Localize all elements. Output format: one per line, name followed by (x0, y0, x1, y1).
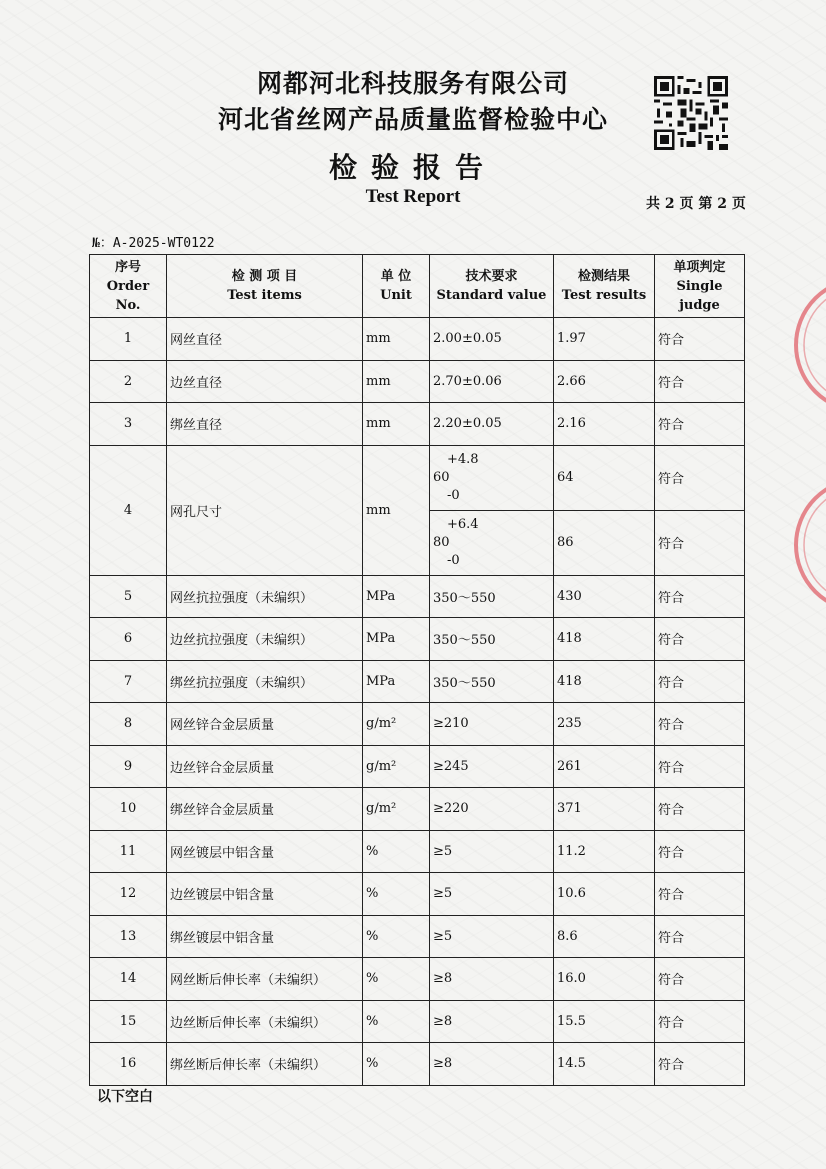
item-cell: 网丝镀层中铝含量 (167, 830, 363, 873)
item-cell: 网丝断后伸长率（未编织） (167, 958, 363, 1001)
header-unit-en: Unit (380, 288, 412, 303)
test-results-table (89, 254, 745, 1086)
item-cell: 绑丝直径 (167, 403, 363, 446)
judge-cell: 符合 (655, 788, 745, 831)
header-judge-en: Single judge (676, 278, 723, 313)
inspection-center-name: 河北省丝网产品质量监督检验中心 (217, 105, 608, 134)
item-cell: 边丝锌合金层质量 (167, 745, 363, 788)
nominal-value: 60 (433, 469, 450, 485)
report-title-en: Test Report (365, 186, 461, 207)
standard-cell: ≥8 (430, 1043, 554, 1086)
unit-cell: % (363, 1000, 430, 1043)
result-cell: 8.6 (554, 915, 655, 958)
header-standard (430, 255, 554, 318)
unit-cell: % (363, 830, 430, 873)
standard-cell: ≥5 (430, 830, 554, 873)
standard-cell: ≥5 (430, 873, 554, 916)
result-cell: 418 (554, 618, 655, 661)
table-row (90, 915, 745, 958)
order-cell: 15 (90, 1000, 167, 1043)
unit-cell: % (363, 915, 430, 958)
judge-cell: 符合 (655, 703, 745, 746)
standard-cell: 2.20±0.05 (430, 403, 554, 446)
standard-cell: 2.00±0.05 (430, 318, 554, 361)
page-indicator: 共 2 页 第 2 页 (646, 196, 746, 212)
table-row (90, 660, 745, 703)
upper-tolerance: +6.4 (447, 516, 479, 532)
header-standard-cn: 技术要求 (465, 269, 518, 284)
unit-cell: g/m² (363, 745, 430, 788)
table-row (90, 1043, 745, 1086)
header-judge (655, 255, 745, 318)
judge-cell: 符合 (655, 873, 745, 916)
report-number: №：A-2025-WT0122 (92, 236, 215, 251)
table-row (90, 1000, 745, 1043)
standard-cell: 350～550 (430, 575, 554, 618)
order-cell: 4 (90, 445, 167, 575)
item-cell: 网孔尺寸 (167, 445, 363, 575)
standard-cell: ≥210 (430, 703, 554, 746)
table-row (90, 618, 745, 661)
blank-below-note: 以下空白 (97, 1089, 153, 1105)
standard-cell: ≥8 (430, 958, 554, 1001)
table-row (90, 403, 745, 446)
table-row (90, 360, 745, 403)
unit-cell: mm (363, 445, 430, 575)
result-cell: 371 (554, 788, 655, 831)
nominal-value: 80 (433, 534, 450, 550)
judge-cell: 符合 (655, 915, 745, 958)
table-row (90, 830, 745, 873)
result-cell: 86 (554, 510, 655, 575)
header-result (554, 255, 655, 318)
result-cell: 2.16 (554, 403, 655, 446)
result-cell: 235 (554, 703, 655, 746)
item-cell: 网丝抗拉强度（未编织） (167, 575, 363, 618)
header-item-en: Test items (227, 288, 302, 303)
result-cell: 15.5 (554, 1000, 655, 1043)
header-judge-cn: 单项判定 (673, 259, 726, 275)
judge-cell: 符合 (655, 958, 745, 1001)
unit-cell: mm (363, 360, 430, 403)
header-item (167, 255, 363, 318)
table-row (90, 873, 745, 916)
judge-cell: 符合 (655, 575, 745, 618)
order-cell: 11 (90, 830, 167, 873)
order-cell: 5 (90, 575, 167, 618)
item-cell: 绑丝镀层中铝含量 (167, 915, 363, 958)
unit-cell: g/m² (363, 703, 430, 746)
standard-cell: 350～550 (430, 618, 554, 661)
unit-cell: MPa (363, 575, 430, 618)
order-cell: 7 (90, 660, 167, 703)
result-cell: 430 (554, 575, 655, 618)
judge-cell: 符合 (655, 1043, 745, 1086)
table-header-row (90, 255, 745, 318)
unit-cell: % (363, 1043, 430, 1086)
unit-cell: mm (363, 318, 430, 361)
header-result-cn: 检测结果 (577, 269, 630, 284)
order-cell: 12 (90, 873, 167, 916)
standard-cell: 350～550 (430, 660, 554, 703)
order-cell: 1 (90, 318, 167, 361)
result-cell: 2.66 (554, 360, 655, 403)
header-order-cn: 序号 (114, 259, 141, 275)
order-cell: 8 (90, 703, 167, 746)
header-item-cn: 检 测 项 目 (231, 269, 298, 284)
order-cell: 9 (90, 745, 167, 788)
item-cell: 网丝直径 (167, 318, 363, 361)
result-cell: 261 (554, 745, 655, 788)
table-row (90, 575, 745, 618)
judge-cell: 符合 (655, 745, 745, 788)
unit-cell: MPa (363, 660, 430, 703)
standard-cell: ≥8 (430, 1000, 554, 1043)
unit-cell: % (363, 958, 430, 1001)
judge-cell: 符合 (655, 510, 745, 575)
qr-code-icon (654, 76, 728, 150)
order-cell: 14 (90, 958, 167, 1001)
table-row (90, 703, 745, 746)
header-order-en: Order No. (106, 278, 150, 313)
item-cell: 绑丝断后伸长率（未编织） (167, 1043, 363, 1086)
item-cell: 边丝断后伸长率（未编织） (167, 1000, 363, 1043)
item-cell: 网丝锌合金层质量 (167, 703, 363, 746)
red-seal-stamp (792, 265, 826, 425)
judge-cell: 符合 (655, 360, 745, 403)
table-row (90, 745, 745, 788)
order-cell: 16 (90, 1043, 167, 1086)
lower-tolerance: -0 (447, 552, 460, 568)
result-cell: 11.2 (554, 830, 655, 873)
report-title-cn: 检验报告 (328, 151, 497, 184)
item-cell: 边丝镀层中铝含量 (167, 873, 363, 916)
table-row (90, 445, 745, 510)
judge-cell: 符合 (655, 660, 745, 703)
judge-cell: 符合 (655, 318, 745, 361)
order-cell: 6 (90, 618, 167, 661)
judge-cell: 符合 (655, 403, 745, 446)
unit-cell: mm (363, 403, 430, 446)
header-unit (363, 255, 430, 318)
table-row (90, 958, 745, 1001)
unit-cell: g/m² (363, 788, 430, 831)
company-name: 网都河北科技服务有限公司 (256, 69, 569, 98)
standard-cell: ≥220 (430, 788, 554, 831)
judge-cell: 符合 (655, 445, 745, 510)
result-cell: 14.5 (554, 1043, 655, 1086)
judge-cell: 符合 (655, 830, 745, 873)
standard-cell-mesh-60 (430, 445, 554, 510)
table-row (90, 788, 745, 831)
judge-cell: 符合 (655, 618, 745, 661)
judge-cell: 符合 (655, 1000, 745, 1043)
header-result-en: Test results (561, 288, 647, 303)
table-row (90, 318, 745, 361)
item-cell: 绑丝锌合金层质量 (167, 788, 363, 831)
lower-tolerance: -0 (447, 487, 460, 503)
item-cell: 边丝抗拉强度（未编织） (167, 618, 363, 661)
red-seal-stamp (792, 465, 826, 625)
unit-cell: MPa (363, 618, 430, 661)
unit-cell: % (363, 873, 430, 916)
result-cell: 1.97 (554, 318, 655, 361)
standard-cell: ≥5 (430, 915, 554, 958)
order-cell: 10 (90, 788, 167, 831)
result-cell: 418 (554, 660, 655, 703)
result-cell: 16.0 (554, 958, 655, 1001)
header-standard-en: Standard value (436, 288, 547, 303)
item-cell: 边丝直径 (167, 360, 363, 403)
standard-cell-mesh-80 (430, 510, 554, 575)
header-order (90, 255, 167, 318)
upper-tolerance: +4.8 (447, 451, 479, 467)
order-cell: 3 (90, 403, 167, 446)
order-cell: 13 (90, 915, 167, 958)
standard-cell: 2.70±0.06 (430, 360, 554, 403)
result-cell: 10.6 (554, 873, 655, 916)
standard-cell: ≥245 (430, 745, 554, 788)
header-unit-cn: 单 位 (380, 269, 412, 284)
order-cell: 2 (90, 360, 167, 403)
result-cell: 64 (554, 445, 655, 510)
item-cell: 绑丝抗拉强度（未编织） (167, 660, 363, 703)
